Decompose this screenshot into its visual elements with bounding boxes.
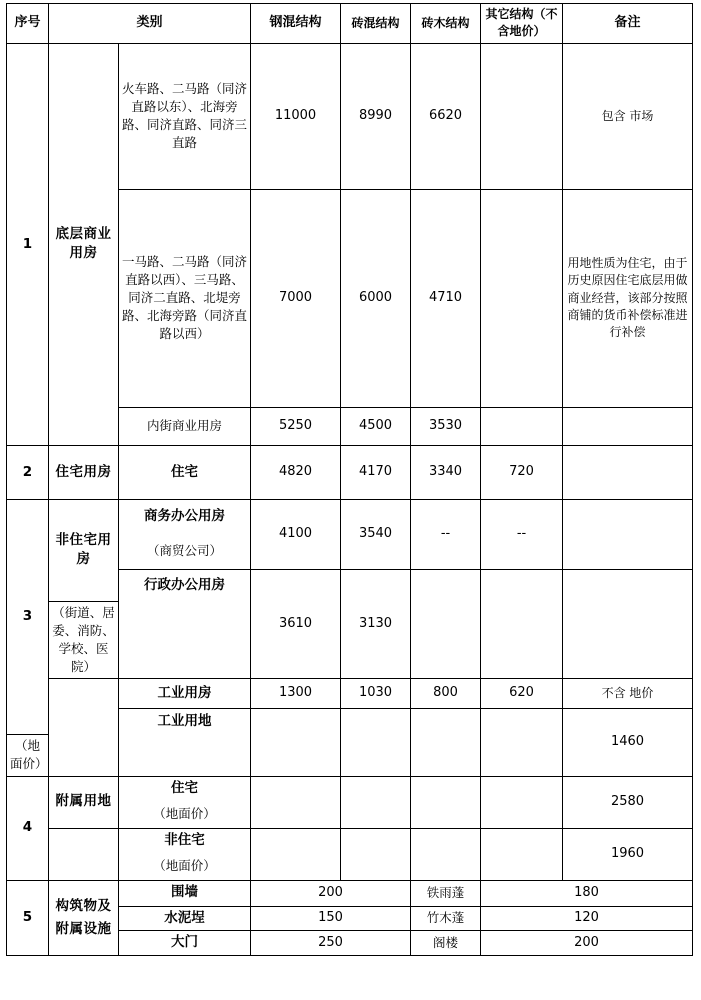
table-header-row (7, 4, 693, 44)
row-index-4: 4 (7, 776, 49, 880)
row-subcategory-note: （街道、居委、消防、学校、医院） (49, 601, 119, 679)
cell-brick-wood: 4710 (411, 189, 481, 407)
cell-concrete (251, 709, 341, 776)
cell-concrete: 4100 (251, 499, 341, 569)
row-category-3-cont (49, 679, 119, 776)
row-subcategory: 工业用地 (119, 709, 251, 735)
row-index-5: 5 (7, 880, 49, 955)
table-row (7, 679, 693, 709)
cell-other (481, 569, 563, 679)
row-subcategory: 工业用房 (119, 679, 251, 709)
cell-remark: 包含 市场 (563, 43, 693, 189)
row-category-3: 非住宅用房 (49, 499, 119, 601)
row-category-1: 底层商业用房 (49, 43, 119, 445)
structure-value-left: 200 (251, 880, 411, 906)
table-row (7, 499, 693, 533)
header-other: 其它结构（不含地价） (481, 4, 563, 44)
cell-brick-wood: 6620 (411, 43, 481, 189)
structure-name-left: 水泥埕 (119, 906, 251, 931)
row-subcategory: 住宅 (119, 776, 251, 800)
header-remark: 备注 (563, 4, 693, 44)
row-index-3: 3 (7, 499, 49, 735)
row-subcategory: 非住宅 (119, 828, 251, 852)
cell-brick-concrete: 3130 (341, 569, 411, 679)
cell-other: 620 (481, 679, 563, 709)
cell-concrete: 1300 (251, 679, 341, 709)
structure-name-right: 阁楼 (411, 931, 481, 956)
cell-brick-wood (411, 776, 481, 828)
cell-remark (563, 569, 693, 679)
row-category-4: 附属用地 (49, 776, 119, 828)
cell-other: -- (481, 499, 563, 569)
row-subcategory: 行政办公用房 (119, 569, 251, 601)
cell-brick-wood: 800 (411, 679, 481, 709)
cell-remark: 不含 地价 (563, 679, 693, 709)
cell-remark: 用地性质为住宅，由于历史原因住宅底层用做商业经营，该部分按照商铺的货币补偿标准进行补偿 (563, 189, 693, 407)
cell-brick-concrete (341, 828, 411, 880)
cell-brick-wood (411, 569, 481, 679)
table-row (7, 445, 693, 499)
cell-brick-concrete: 4170 (341, 445, 411, 499)
cell-brick-wood (411, 828, 481, 880)
cell-brick-wood: -- (411, 499, 481, 569)
table-row (7, 776, 693, 800)
row-index-2: 2 (7, 445, 49, 499)
cell-concrete: 4820 (251, 445, 341, 499)
structure-value-left: 150 (251, 906, 411, 931)
cell-remark: 2580 (563, 776, 693, 828)
row-subcategory: 内街商业用房 (119, 407, 251, 445)
document-page (0, 3, 701, 1000)
compensation-standards-table (6, 3, 693, 956)
cell-concrete: 7000 (251, 189, 341, 407)
row-category-2: 住宅用房 (49, 445, 119, 499)
row-subcategory: 住宅 (119, 445, 251, 499)
cell-concrete (251, 776, 341, 828)
structure-value-right: 180 (481, 880, 693, 906)
structure-value-right: 120 (481, 906, 693, 931)
cell-other (481, 776, 563, 828)
row-subcategory-note: （商贸公司） (119, 533, 251, 569)
cell-brick-concrete (341, 709, 411, 776)
structure-value-left: 250 (251, 931, 411, 956)
cell-brick-concrete: 8990 (341, 43, 411, 189)
cell-concrete: 3610 (251, 569, 341, 679)
cell-concrete: 11000 (251, 43, 341, 189)
header-brick-wood: 砖木结构 (411, 4, 481, 44)
cell-remark (563, 407, 693, 445)
cell-concrete: 5250 (251, 407, 341, 445)
cell-brick-wood: 3530 (411, 407, 481, 445)
cell-brick-wood: 3340 (411, 445, 481, 499)
structure-name-left: 大门 (119, 931, 251, 956)
row-subcategory-note: （地面价） (7, 735, 49, 776)
row-category-5: 构筑物及附属设施 (49, 880, 119, 955)
row-subcategory-note: （地面价） (119, 800, 251, 828)
structure-name-left: 围墙 (119, 880, 251, 906)
cell-remark: 1960 (563, 828, 693, 880)
cell-other: 720 (481, 445, 563, 499)
row-subcategory: 一马路、二马路（同济直路以西）、三马路、同济二直路、北堤旁路、北海旁路（同济直路以西） (119, 189, 251, 407)
cell-other (481, 189, 563, 407)
cell-other (481, 407, 563, 445)
cell-brick-concrete: 6000 (341, 189, 411, 407)
structure-name-right: 铁雨蓬 (411, 880, 481, 906)
cell-remark (563, 499, 693, 569)
table-row (7, 880, 693, 906)
header-concrete: 钢混结构 (251, 4, 341, 44)
cell-brick-concrete: 3540 (341, 499, 411, 569)
table-row (7, 828, 693, 852)
row-subcategory-note: （地面价） (119, 852, 251, 880)
cell-brick-concrete (341, 776, 411, 828)
header-brick-concrete: 砖混结构 (341, 4, 411, 44)
structure-name-right: 竹木蓬 (411, 906, 481, 931)
cell-brick-concrete: 1030 (341, 679, 411, 709)
header-category: 类别 (49, 4, 251, 44)
table-row (7, 43, 693, 189)
structure-value-right: 200 (481, 931, 693, 956)
cell-other (481, 43, 563, 189)
cell-other (481, 709, 563, 776)
cell-brick-wood (411, 709, 481, 776)
cell-remark (563, 445, 693, 499)
cell-brick-concrete: 4500 (341, 407, 411, 445)
header-index: 序号 (7, 4, 49, 44)
cell-concrete (251, 828, 341, 880)
row-subcategory: 商务办公用房 (119, 499, 251, 533)
row-subcategory: 火车路、二马路（同济直路以东）、北海旁路、同济直路、同济三直路 (119, 43, 251, 189)
cell-other (481, 828, 563, 880)
row-category-4-cont (49, 828, 119, 880)
row-index-1: 1 (7, 43, 49, 445)
cell-remark: 1460 (563, 709, 693, 776)
